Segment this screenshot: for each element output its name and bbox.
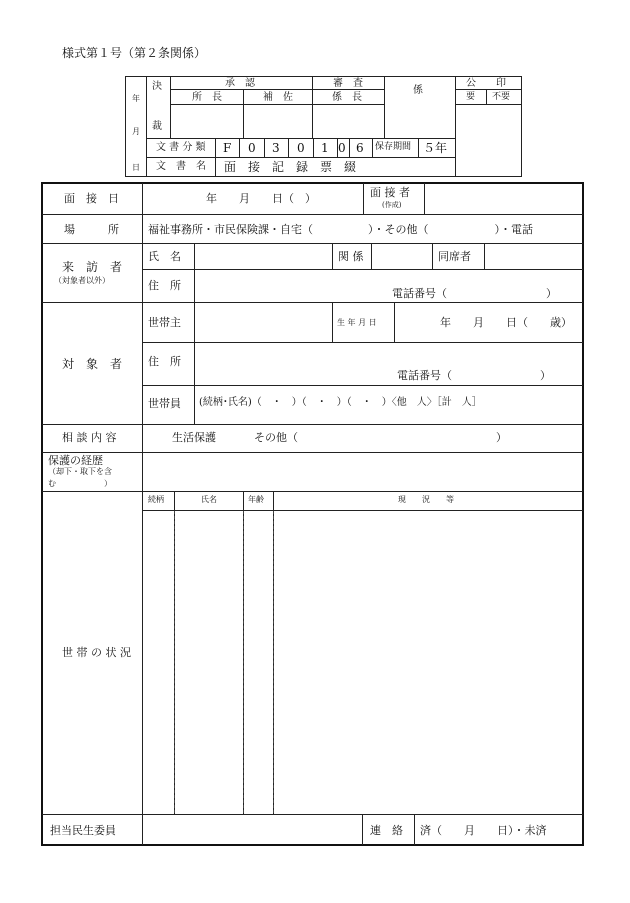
code-digit: 1 <box>321 141 329 155</box>
code-digit: 0 <box>338 141 346 155</box>
form-title: 様式第１号（第２条関係） <box>62 46 207 60</box>
basho-value: 福祉事務所・市民保険課・自宅（ ）・その他（ ）・電話 <box>148 223 533 236</box>
hogo-keireki-label: 保護の経歴 <box>48 454 103 467</box>
mensetsusha-label: 面 接 者 <box>370 186 410 199</box>
koin-label: 公 印 <box>466 78 506 89</box>
basho-label: 場 所 <box>64 223 119 236</box>
tanto-iin-label: 担当民生委員 <box>50 824 116 837</box>
shimei-label: 氏 名 <box>148 250 181 263</box>
seinengappi-label: 生 年 月 日 <box>337 318 377 327</box>
denwa2-label: 電話番号（ ） <box>397 369 551 382</box>
setaiin-label: 世帯員 <box>148 397 181 410</box>
mensetsubi-label: 面 接 日 <box>64 192 119 205</box>
code-digit: 6 <box>356 141 364 155</box>
shonin-label: 承 認 <box>225 78 255 89</box>
code-digit: F <box>223 141 232 155</box>
sonota: その他（ ） <box>254 431 507 444</box>
seikatsu-hogo: 生活保護 <box>172 431 216 444</box>
birth-date: 年 月 日（ 歳） <box>440 316 572 329</box>
raihosha-sub-label: （対象者以外） <box>54 276 110 285</box>
kessai-label-1: 決 <box>152 81 162 92</box>
kakaricho-label: 係 長 <box>332 92 362 103</box>
code-digit: 3 <box>272 141 280 155</box>
month-label: 月 <box>132 127 140 136</box>
renraku-fill: 済（ 月 日）・未済 <box>420 824 547 837</box>
bunsho-bunrui-label: 文 書 分 類 <box>156 142 206 153</box>
hosa-label: 補 佐 <box>263 92 293 103</box>
kakari-label: 係 <box>413 85 423 96</box>
setai-jokyo-label: 世 帯 の 状 況 <box>62 646 131 659</box>
yo-label: 要 <box>466 92 476 102</box>
col-shimei: 氏名 <box>201 495 217 504</box>
year-label: 年 <box>132 94 140 103</box>
col-zokugara: 続柄 <box>148 495 164 504</box>
setainushi-label: 世帯主 <box>148 316 181 329</box>
renraku-label: 連 絡 <box>370 824 403 837</box>
fuyo-label: 不要 <box>492 92 511 102</box>
hogo-keireki-sub-2: む ） <box>48 479 112 488</box>
code-digit: 0 <box>248 141 256 155</box>
shinsa-label: 審 査 <box>333 78 363 89</box>
col-genkyo: 現 況 等 <box>398 495 454 504</box>
denwa-label: 電話番号（ ） <box>392 287 557 300</box>
setaiin-fill: (続柄･氏名)（ ・ ）（ ・ ）（ ・ ）〈他 人〉［計 人］ <box>199 397 482 408</box>
mensetsubi-date: 年 月 日（ ） <box>206 192 316 205</box>
kessai-label-2: 裁 <box>152 121 162 132</box>
col-nenrei: 年齢 <box>248 495 264 504</box>
day-label: 日 <box>132 163 140 172</box>
code-digit: 0 <box>297 141 305 155</box>
sodan-naiyo-label: 相 談 内 容 <box>62 431 117 444</box>
shocho-label: 所 長 <box>192 92 222 103</box>
bunsho-mei-value: 面 接 記 録 票 綴 <box>224 160 357 174</box>
sakusei-label: (作成) <box>382 201 402 209</box>
bunsho-mei-label: 文 書 名 <box>156 161 206 172</box>
kankei-label: 関 係 <box>338 250 364 263</box>
doseki-label: 同席者 <box>438 250 471 263</box>
jusho2-label: 住 所 <box>148 355 181 368</box>
raihosha-label: 来 訪 者 <box>62 260 123 274</box>
taishosha-label: 対 象 者 <box>62 357 123 371</box>
hogo-keireki-sub-1: （却下・取下を含 <box>48 467 112 476</box>
hozon-kikan-label: 保存期間 <box>375 142 412 152</box>
jusho-label: 住 所 <box>148 279 181 292</box>
hozon-kikan-value: ５年 <box>423 141 448 155</box>
